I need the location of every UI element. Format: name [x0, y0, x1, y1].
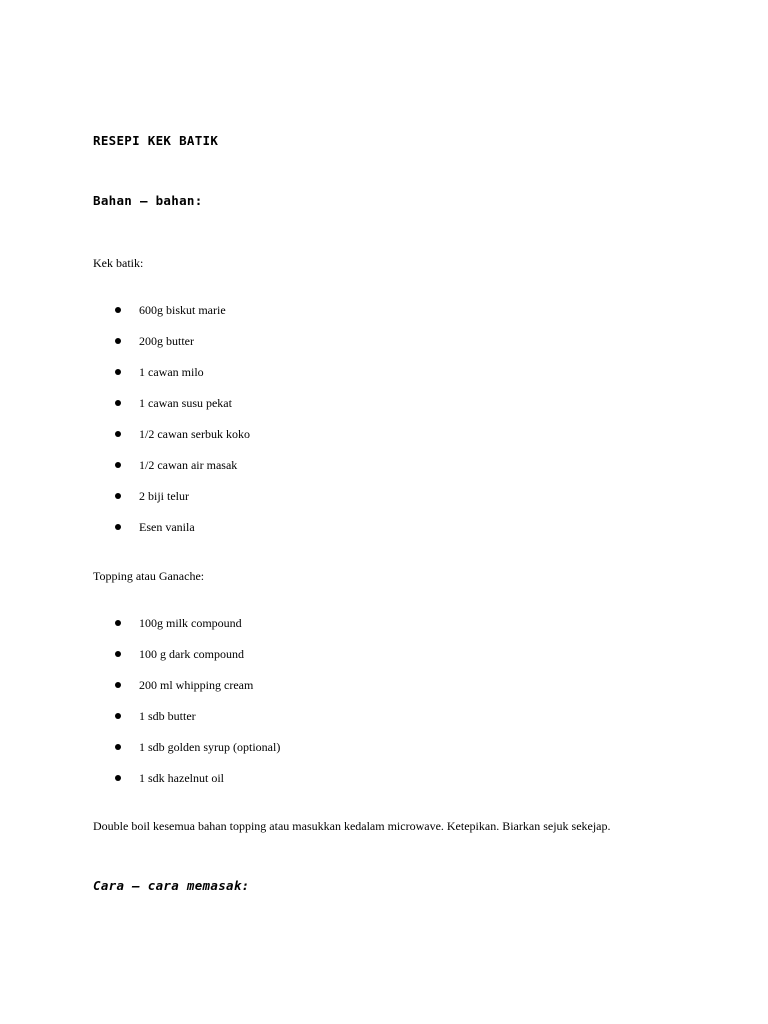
bullet-icon [115, 369, 121, 375]
bullet-icon [115, 620, 121, 626]
list-item-text: 1 sdb butter [139, 709, 196, 723]
bullet-icon [115, 338, 121, 344]
bullet-icon [115, 524, 121, 530]
bullet-icon [115, 462, 121, 468]
topping-instruction: Double boil kesemua bahan topping atau masukkan kedalam microwave. Ketepikan. Biarkan sejuk sekejap. [93, 819, 611, 833]
list-item-text: 1 cawan milo [139, 365, 204, 379]
kek-batik-label: Kek batik: [93, 256, 144, 270]
bullet-icon [115, 713, 121, 719]
bullet-icon [115, 431, 121, 437]
list-item-text: 2 biji telur [139, 489, 189, 503]
list-item-text: 1/2 cawan serbuk koko [139, 427, 250, 441]
list-item-text: 1/2 cawan air masak [139, 458, 238, 472]
ingredients-heading: Bahan – bahan: [93, 193, 203, 208]
list-item-text: Esen vanila [139, 520, 195, 534]
list-item-text: 1 sdk hazelnut oil [139, 771, 224, 785]
list-item-text: 1 sdb golden syrup (optional) [139, 740, 281, 754]
bullet-icon [115, 682, 121, 688]
recipe-title: RESEPI KEK BATIK [93, 133, 219, 148]
topping-label: Topping atau Ganache: [93, 569, 205, 583]
list-item-text: 200g butter [139, 334, 194, 348]
bullet-icon [115, 307, 121, 313]
list-item-text: 100 g dark compound [139, 647, 244, 661]
list-item-text: 1 cawan susu pekat [139, 396, 232, 410]
list-item-text: 100g milk compound [139, 616, 242, 630]
bullet-icon [115, 493, 121, 499]
bullet-icon [115, 775, 121, 781]
bullet-icon [115, 400, 121, 406]
bullet-icon [115, 651, 121, 657]
bullet-icon [115, 744, 121, 750]
list-item-text: 600g biskut marie [139, 303, 226, 317]
method-heading: Cara – cara memasak: [93, 878, 250, 893]
list-item-text: 200 ml whipping cream [139, 678, 254, 692]
